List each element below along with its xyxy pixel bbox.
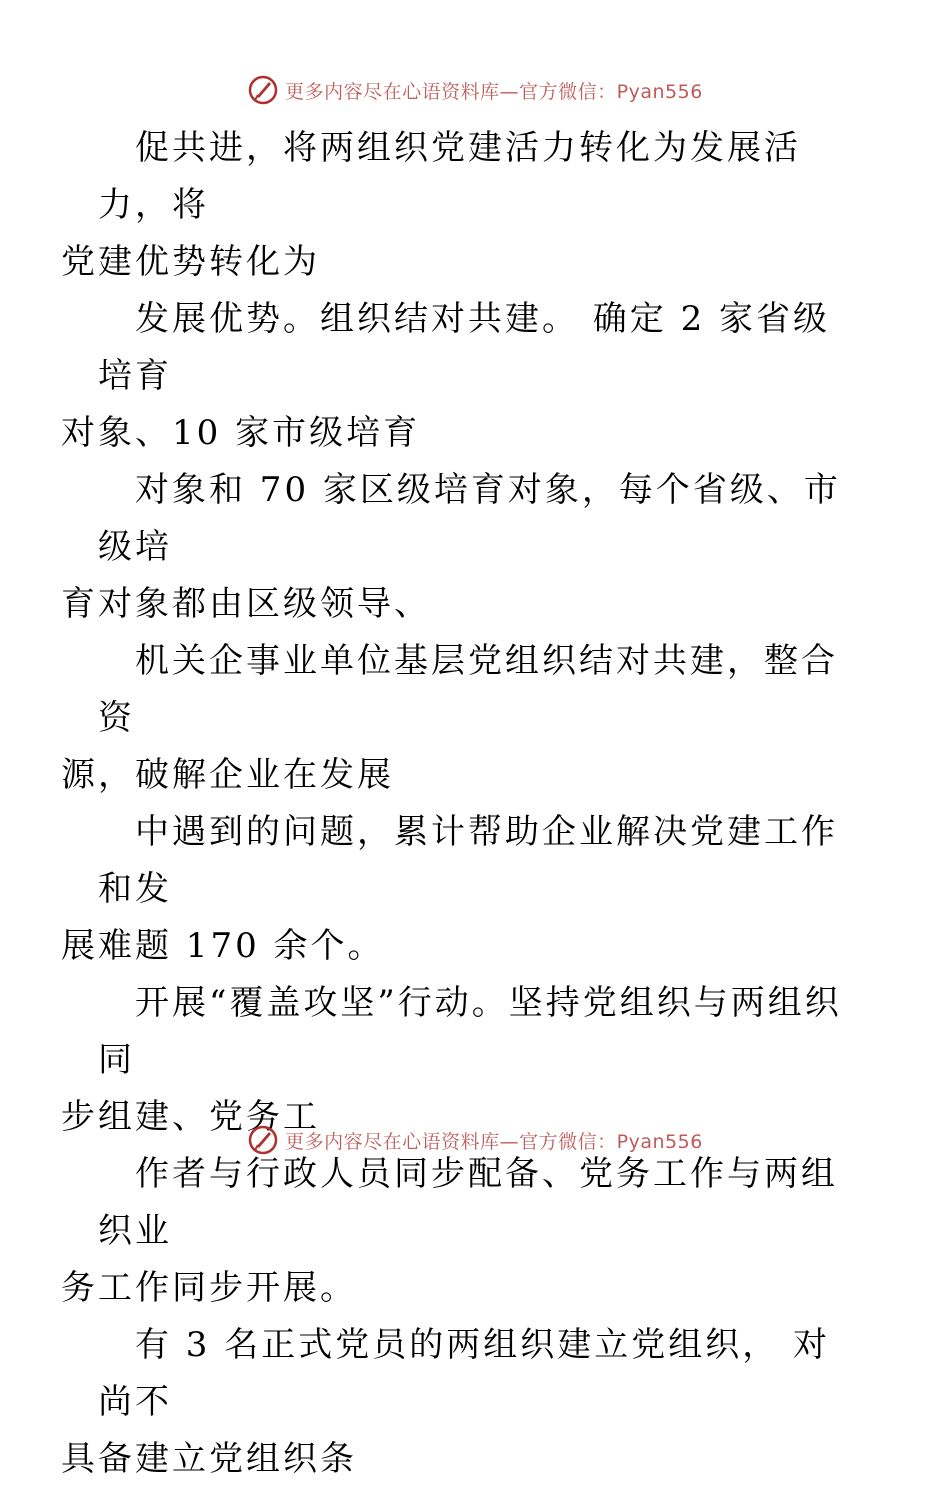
- paragraph-2: 发展优势。组织结对共建。 确定 2 家省级培育 对象、10 家市级培育: [61, 299, 831, 453]
- paragraph-4: 机关企事业单位基层党组织结对共建，整合资 源，破解企业在发展: [61, 641, 838, 795]
- paragraph-5: 中遇到的问题，累计帮助企业解决党建工作和发 展难题 170 余个。: [61, 812, 838, 966]
- watermark-footer: [0, 1122, 950, 1158]
- paragraph-7: 作者与行政人员同步配备、党务工作与两组织业 务工作同步开展。: [61, 1154, 838, 1308]
- watermark-text: 更多内容尽在心语资料库—官方微信：Pyan556: [285, 1130, 703, 1153]
- paragraph-1: 促共进，将两组织党建活力转化为发展活力，将 党建优势转化为: [61, 128, 801, 282]
- paragraph-8: 有 3 名正式党员的两组织建立党组织， 对尚不 具备建立党组织条: [61, 1325, 831, 1479]
- paragraph-3: 对象和 70 家区级培育对象，每个省级、市级培 育对象都由区级领导、: [61, 470, 841, 624]
- quill-logo-icon: [247, 74, 279, 106]
- document-body: [61, 120, 858, 1488]
- paragraph-6: 开展“覆盖攻坚”行动。坚持党组织与两组织同 步组建、党务工: [61, 983, 842, 1137]
- watermark-header: [0, 72, 950, 108]
- quill-logo-icon: [247, 1124, 279, 1156]
- watermark-text: 更多内容尽在心语资料库—官方微信：Pyan556: [285, 80, 703, 103]
